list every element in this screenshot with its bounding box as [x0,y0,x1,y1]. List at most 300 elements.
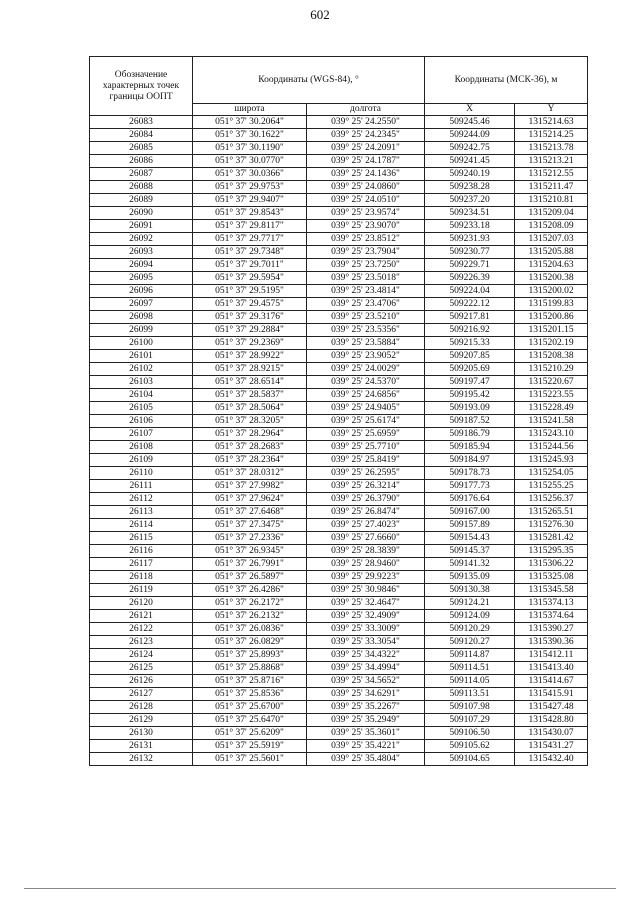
x-cell: 509177.73 [425,480,515,493]
table-row [90,584,588,597]
longitude-cell: 039° 25' 24.1787" [307,155,425,168]
x-cell: 509167.00 [425,506,515,519]
table-row [90,220,588,233]
latitude-cell: 051° 37' 26.4286" [193,584,307,597]
point-id-cell: 26101 [90,350,193,363]
table-row [90,480,588,493]
latitude-cell: 051° 37' 27.3475" [193,519,307,532]
table-row [90,441,588,454]
point-id-cell: 26112 [90,493,193,506]
table-row [90,740,588,753]
longitude-cell: 039° 25' 23.7250" [307,259,425,272]
latitude-cell: 051° 37' 29.3176" [193,311,307,324]
point-id-cell: 26130 [90,727,193,740]
table-row [90,233,588,246]
latitude-cell: 051° 37' 29.7717" [193,233,307,246]
x-cell: 509226.39 [425,272,515,285]
x-cell: 509234.51 [425,207,515,220]
y-cell: 1315204.63 [515,259,588,272]
x-cell: 509114.51 [425,662,515,675]
latitude-cell: 051° 37' 25.8993" [193,649,307,662]
latitude-cell: 051° 37' 25.6700" [193,701,307,714]
x-cell: 509120.29 [425,623,515,636]
page-number: 602 [310,7,330,22]
latitude-cell: 051° 37' 28.3205" [193,415,307,428]
latitude-cell: 051° 37' 26.9345" [193,545,307,558]
latitude-cell: 051° 37' 29.5195" [193,285,307,298]
point-designation-header: Обозначение характерных точек границы ООПТ [90,57,193,116]
point-id-cell: 26104 [90,389,193,402]
latitude-header: широта [193,104,307,116]
x-cell: 509124.09 [425,610,515,623]
point-id-cell: 26107 [90,428,193,441]
longitude-header: долгота [307,104,425,116]
longitude-cell: 039° 25' 34.5652" [307,675,425,688]
y-cell: 1315208.09 [515,220,588,233]
latitude-cell: 051° 37' 29.7348" [193,246,307,259]
longitude-cell: 039° 25' 24.2091" [307,142,425,155]
x-cell: 509114.87 [425,649,515,662]
latitude-cell: 051° 37' 25.6470" [193,714,307,727]
table-row [90,675,588,688]
longitude-cell: 039° 25' 32.4647" [307,597,425,610]
latitude-cell: 051° 37' 27.9624" [193,493,307,506]
x-cell: 509114.05 [425,675,515,688]
point-id-cell: 26109 [90,454,193,467]
x-cell: 509230.77 [425,246,515,259]
latitude-cell: 051° 37' 30.1622" [193,129,307,142]
latitude-cell: 051° 37' 27.2336" [193,532,307,545]
x-cell: 509231.93 [425,233,515,246]
longitude-cell: 039° 25' 28.3839" [307,545,425,558]
point-id-cell: 26091 [90,220,193,233]
table-row [90,181,588,194]
latitude-cell: 051° 37' 29.2884" [193,324,307,337]
table-row [90,259,588,272]
longitude-cell: 039° 25' 34.6291" [307,688,425,701]
point-id-cell: 26119 [90,584,193,597]
point-id-cell: 26103 [90,376,193,389]
longitude-cell: 039° 25' 24.2550" [307,116,425,129]
latitude-cell: 051° 37' 28.6514" [193,376,307,389]
point-id-cell: 26085 [90,142,193,155]
y-cell: 1315413.40 [515,662,588,675]
latitude-cell: 051° 37' 29.9407" [193,194,307,207]
y-cell: 1315256.37 [515,493,588,506]
x-cell: 509176.64 [425,493,515,506]
latitude-cell: 051° 37' 25.6209" [193,727,307,740]
x-cell: 509184.97 [425,454,515,467]
y-cell: 1315276.30 [515,519,588,532]
x-cell: 509229.71 [425,259,515,272]
longitude-cell: 039° 25' 24.2345" [307,129,425,142]
latitude-cell: 051° 37' 28.5837" [193,389,307,402]
table-row [90,207,588,220]
x-cell: 509105.62 [425,740,515,753]
point-id-cell: 26126 [90,675,193,688]
table-row [90,129,588,142]
y-cell: 1315200.02 [515,285,588,298]
latitude-cell: 051° 37' 30.2064" [193,116,307,129]
latitude-cell: 051° 37' 28.9215" [193,363,307,376]
latitude-cell: 051° 37' 29.8543" [193,207,307,220]
point-id-cell: 26092 [90,233,193,246]
table-body [90,116,588,766]
point-id-cell: 26131 [90,740,193,753]
wgs84-header: Координаты (WGS-84), ° [193,57,425,104]
latitude-cell: 051° 37' 29.9753" [193,181,307,194]
point-id-cell: 26094 [90,259,193,272]
y-cell: 1315201.15 [515,324,588,337]
latitude-cell: 051° 37' 28.5064" [193,402,307,415]
table-row [90,116,588,129]
latitude-cell: 051° 37' 25.8868" [193,662,307,675]
longitude-cell: 039° 25' 35.4804" [307,753,425,766]
longitude-cell: 039° 25' 27.4023" [307,519,425,532]
y-cell: 1315432.40 [515,753,588,766]
x-cell: 509157.89 [425,519,515,532]
table-row [90,636,588,649]
longitude-cell: 039° 25' 24.0029" [307,363,425,376]
table-row [90,272,588,285]
y-cell: 1315211.47 [515,181,588,194]
y-cell: 1315281.42 [515,532,588,545]
longitude-cell: 039° 25' 23.9052" [307,350,425,363]
latitude-cell: 051° 37' 27.9982" [193,480,307,493]
table-row [90,467,588,480]
table-row [90,350,588,363]
table-row [90,701,588,714]
table-row [90,363,588,376]
x-cell: 509217.81 [425,311,515,324]
longitude-cell: 039° 25' 25.7710" [307,441,425,454]
latitude-cell: 051° 37' 28.2964" [193,428,307,441]
table-row [90,337,588,350]
table-row [90,571,588,584]
y-cell: 1315295.35 [515,545,588,558]
x-cell: 509216.92 [425,324,515,337]
longitude-cell: 039° 25' 23.9574" [307,207,425,220]
table-row [90,597,588,610]
latitude-cell: 051° 37' 27.6468" [193,506,307,519]
latitude-cell: 051° 37' 26.7991" [193,558,307,571]
longitude-cell: 039° 25' 29.9223" [307,571,425,584]
x-cell: 509197.47 [425,376,515,389]
point-id-cell: 26097 [90,298,193,311]
point-id-cell: 26095 [90,272,193,285]
point-id-cell: 26110 [90,467,193,480]
point-id-cell: 26111 [90,480,193,493]
longitude-cell: 039° 25' 32.4909" [307,610,425,623]
y-cell: 1315214.63 [515,116,588,129]
longitude-cell: 039° 25' 23.4706" [307,298,425,311]
x-cell: 509244.09 [425,129,515,142]
longitude-cell: 039° 25' 27.6660" [307,532,425,545]
y-cell: 1315325.08 [515,571,588,584]
longitude-cell: 039° 25' 24.6856" [307,389,425,402]
table-row [90,194,588,207]
x-cell: 509241.45 [425,155,515,168]
point-id-cell: 26116 [90,545,193,558]
table-row [90,688,588,701]
latitude-cell: 051° 37' 30.0366" [193,168,307,181]
x-cell: 509233.18 [425,220,515,233]
y-cell: 1315412.11 [515,649,588,662]
longitude-cell: 039° 25' 24.1436" [307,168,425,181]
longitude-cell: 039° 25' 23.5884" [307,337,425,350]
table-row [90,428,588,441]
x-cell: 509242.75 [425,142,515,155]
latitude-cell: 051° 37' 28.9922" [193,350,307,363]
point-id-cell: 26084 [90,129,193,142]
longitude-cell: 039° 25' 34.4994" [307,662,425,675]
x-cell: 509245.46 [425,116,515,129]
x-cell: 509106.50 [425,727,515,740]
x-cell: 509186.79 [425,428,515,441]
y-cell: 1315415.91 [515,688,588,701]
longitude-cell: 039° 25' 23.9070" [307,220,425,233]
table-row [90,532,588,545]
table-row [90,714,588,727]
longitude-cell: 039° 25' 35.2949" [307,714,425,727]
longitude-cell: 039° 25' 23.5356" [307,324,425,337]
y-cell: 1315254.05 [515,467,588,480]
latitude-cell: 051° 37' 29.5954" [193,272,307,285]
longitude-cell: 039° 25' 30.9846" [307,584,425,597]
table-row [90,324,588,337]
y-cell: 1315210.29 [515,363,588,376]
y-cell: 1315244.56 [515,441,588,454]
y-cell: 1315345.58 [515,584,588,597]
point-id-cell: 26123 [90,636,193,649]
longitude-cell: 039° 25' 25.6174" [307,415,425,428]
longitude-cell: 039° 25' 33.3054" [307,636,425,649]
x-cell: 509113.51 [425,688,515,701]
point-id-cell: 26125 [90,662,193,675]
x-cell: 509207.85 [425,350,515,363]
x-cell: 509154.43 [425,532,515,545]
longitude-cell: 039° 25' 35.2267" [307,701,425,714]
latitude-cell: 051° 37' 26.2172" [193,597,307,610]
point-id-cell: 26105 [90,402,193,415]
table-row [90,142,588,155]
y-cell: 1315205.88 [515,246,588,259]
x-cell: 509120.27 [425,636,515,649]
point-id-cell: 26132 [90,753,193,766]
y-cell: 1315430.07 [515,727,588,740]
point-id-cell: 26100 [90,337,193,350]
y-cell: 1315213.78 [515,142,588,155]
coordinates-table [89,56,588,766]
y-cell: 1315414.67 [515,675,588,688]
latitude-cell: 051° 37' 29.4575" [193,298,307,311]
y-cell: 1315428.80 [515,714,588,727]
latitude-cell: 051° 37' 26.2132" [193,610,307,623]
x-cell: 509145.37 [425,545,515,558]
y-cell: 1315243.10 [515,428,588,441]
y-header: Y [515,104,588,116]
longitude-cell: 039° 25' 23.5018" [307,272,425,285]
point-id-cell: 26099 [90,324,193,337]
y-cell: 1315427.48 [515,701,588,714]
latitude-cell: 051° 37' 28.2364" [193,454,307,467]
table-row [90,545,588,558]
latitude-cell: 051° 37' 29.7011" [193,259,307,272]
table-row [90,662,588,675]
point-id-cell: 26088 [90,181,193,194]
longitude-cell: 039° 25' 23.8512" [307,233,425,246]
point-id-cell: 26115 [90,532,193,545]
longitude-cell: 039° 25' 34.4322" [307,649,425,662]
y-cell: 1315208.38 [515,350,588,363]
y-cell: 1315200.86 [515,311,588,324]
table-row [90,623,588,636]
longitude-cell: 039° 25' 24.5370" [307,376,425,389]
longitude-cell: 039° 25' 26.8474" [307,506,425,519]
latitude-cell: 051° 37' 25.8536" [193,688,307,701]
point-id-cell: 26087 [90,168,193,181]
y-cell: 1315220.67 [515,376,588,389]
x-cell: 509222.12 [425,298,515,311]
longitude-cell: 039° 25' 33.3009" [307,623,425,636]
longitude-cell: 039° 25' 35.4221" [307,740,425,753]
point-id-cell: 26114 [90,519,193,532]
table-row [90,610,588,623]
y-cell: 1315374.64 [515,610,588,623]
latitude-cell: 051° 37' 25.5601" [193,753,307,766]
x-cell: 509195.42 [425,389,515,402]
x-cell: 509238.28 [425,181,515,194]
table-row [90,415,588,428]
table-row [90,402,588,415]
y-cell: 1315210.81 [515,194,588,207]
point-id-cell: 26127 [90,688,193,701]
latitude-cell: 051° 37' 25.8716" [193,675,307,688]
table-row [90,168,588,181]
point-id-cell: 26096 [90,285,193,298]
x-cell: 509205.69 [425,363,515,376]
x-cell: 509107.29 [425,714,515,727]
msk36-header: Координаты (МСК-36), м [425,57,588,104]
y-cell: 1315306.22 [515,558,588,571]
table-row [90,454,588,467]
y-cell: 1315255.25 [515,480,588,493]
longitude-cell: 039° 25' 26.3790" [307,493,425,506]
point-id-cell: 26098 [90,311,193,324]
point-id-cell: 26124 [90,649,193,662]
table-row [90,649,588,662]
latitude-cell: 051° 37' 30.1190" [193,142,307,155]
y-cell: 1315228.49 [515,402,588,415]
longitude-cell: 039° 25' 23.4814" [307,285,425,298]
point-id-cell: 26083 [90,116,193,129]
y-cell: 1315241.58 [515,415,588,428]
latitude-cell: 051° 37' 26.0829" [193,636,307,649]
x-cell: 509178.73 [425,467,515,480]
latitude-cell: 051° 37' 26.0836" [193,623,307,636]
point-id-cell: 26118 [90,571,193,584]
table-row [90,493,588,506]
x-cell: 509215.33 [425,337,515,350]
x-cell: 509130.38 [425,584,515,597]
point-id-cell: 26089 [90,194,193,207]
point-id-cell: 26090 [90,207,193,220]
x-cell: 509141.32 [425,558,515,571]
table-row [90,558,588,571]
longitude-cell: 039° 25' 26.3214" [307,480,425,493]
point-id-cell: 26122 [90,623,193,636]
x-cell: 509237.20 [425,194,515,207]
point-id-cell: 26113 [90,506,193,519]
x-cell: 509107.98 [425,701,515,714]
footer-divider [24,888,616,889]
y-cell: 1315214.25 [515,129,588,142]
point-id-cell: 26117 [90,558,193,571]
longitude-cell: 039° 25' 23.5210" [307,311,425,324]
y-cell: 1315245.93 [515,454,588,467]
table-row [90,298,588,311]
x-cell: 509193.09 [425,402,515,415]
longitude-cell: 039° 25' 35.3601" [307,727,425,740]
point-id-cell: 26108 [90,441,193,454]
y-cell: 1315213.21 [515,155,588,168]
y-cell: 1315207.03 [515,233,588,246]
x-cell: 509104.65 [425,753,515,766]
point-id-cell: 26086 [90,155,193,168]
point-id-cell: 26121 [90,610,193,623]
table-row [90,389,588,402]
y-cell: 1315200.38 [515,272,588,285]
longitude-cell: 039° 25' 24.9405" [307,402,425,415]
latitude-cell: 051° 37' 29.8117" [193,220,307,233]
longitude-cell: 039° 25' 28.9460" [307,558,425,571]
longitude-cell: 039° 25' 24.0860" [307,181,425,194]
longitude-cell: 039° 25' 25.8419" [307,454,425,467]
y-cell: 1315209.04 [515,207,588,220]
x-cell: 509185.94 [425,441,515,454]
latitude-cell: 051° 37' 30.0770" [193,155,307,168]
x-header: X [425,104,515,116]
table-row [90,727,588,740]
latitude-cell: 051° 37' 26.5897" [193,571,307,584]
longitude-cell: 039° 25' 24.0510" [307,194,425,207]
table-row [90,519,588,532]
point-id-cell: 26102 [90,363,193,376]
y-cell: 1315212.55 [515,168,588,181]
table-row [90,285,588,298]
table-row [90,311,588,324]
x-cell: 509135.09 [425,571,515,584]
latitude-cell: 051° 37' 28.0312" [193,467,307,480]
y-cell: 1315202.19 [515,337,588,350]
x-cell: 509224.04 [425,285,515,298]
y-cell: 1315390.36 [515,636,588,649]
table-row [90,753,588,766]
latitude-cell: 051° 37' 29.2369" [193,337,307,350]
point-id-cell: 26129 [90,714,193,727]
point-id-cell: 26106 [90,415,193,428]
y-cell: 1315431.27 [515,740,588,753]
longitude-cell: 039° 25' 23.7904" [307,246,425,259]
latitude-cell: 051° 37' 25.5919" [193,740,307,753]
table-row [90,155,588,168]
y-cell: 1315374.13 [515,597,588,610]
point-id-cell: 26093 [90,246,193,259]
x-cell: 509124.21 [425,597,515,610]
point-id-cell: 26128 [90,701,193,714]
y-cell: 1315265.51 [515,506,588,519]
x-cell: 509187.52 [425,415,515,428]
